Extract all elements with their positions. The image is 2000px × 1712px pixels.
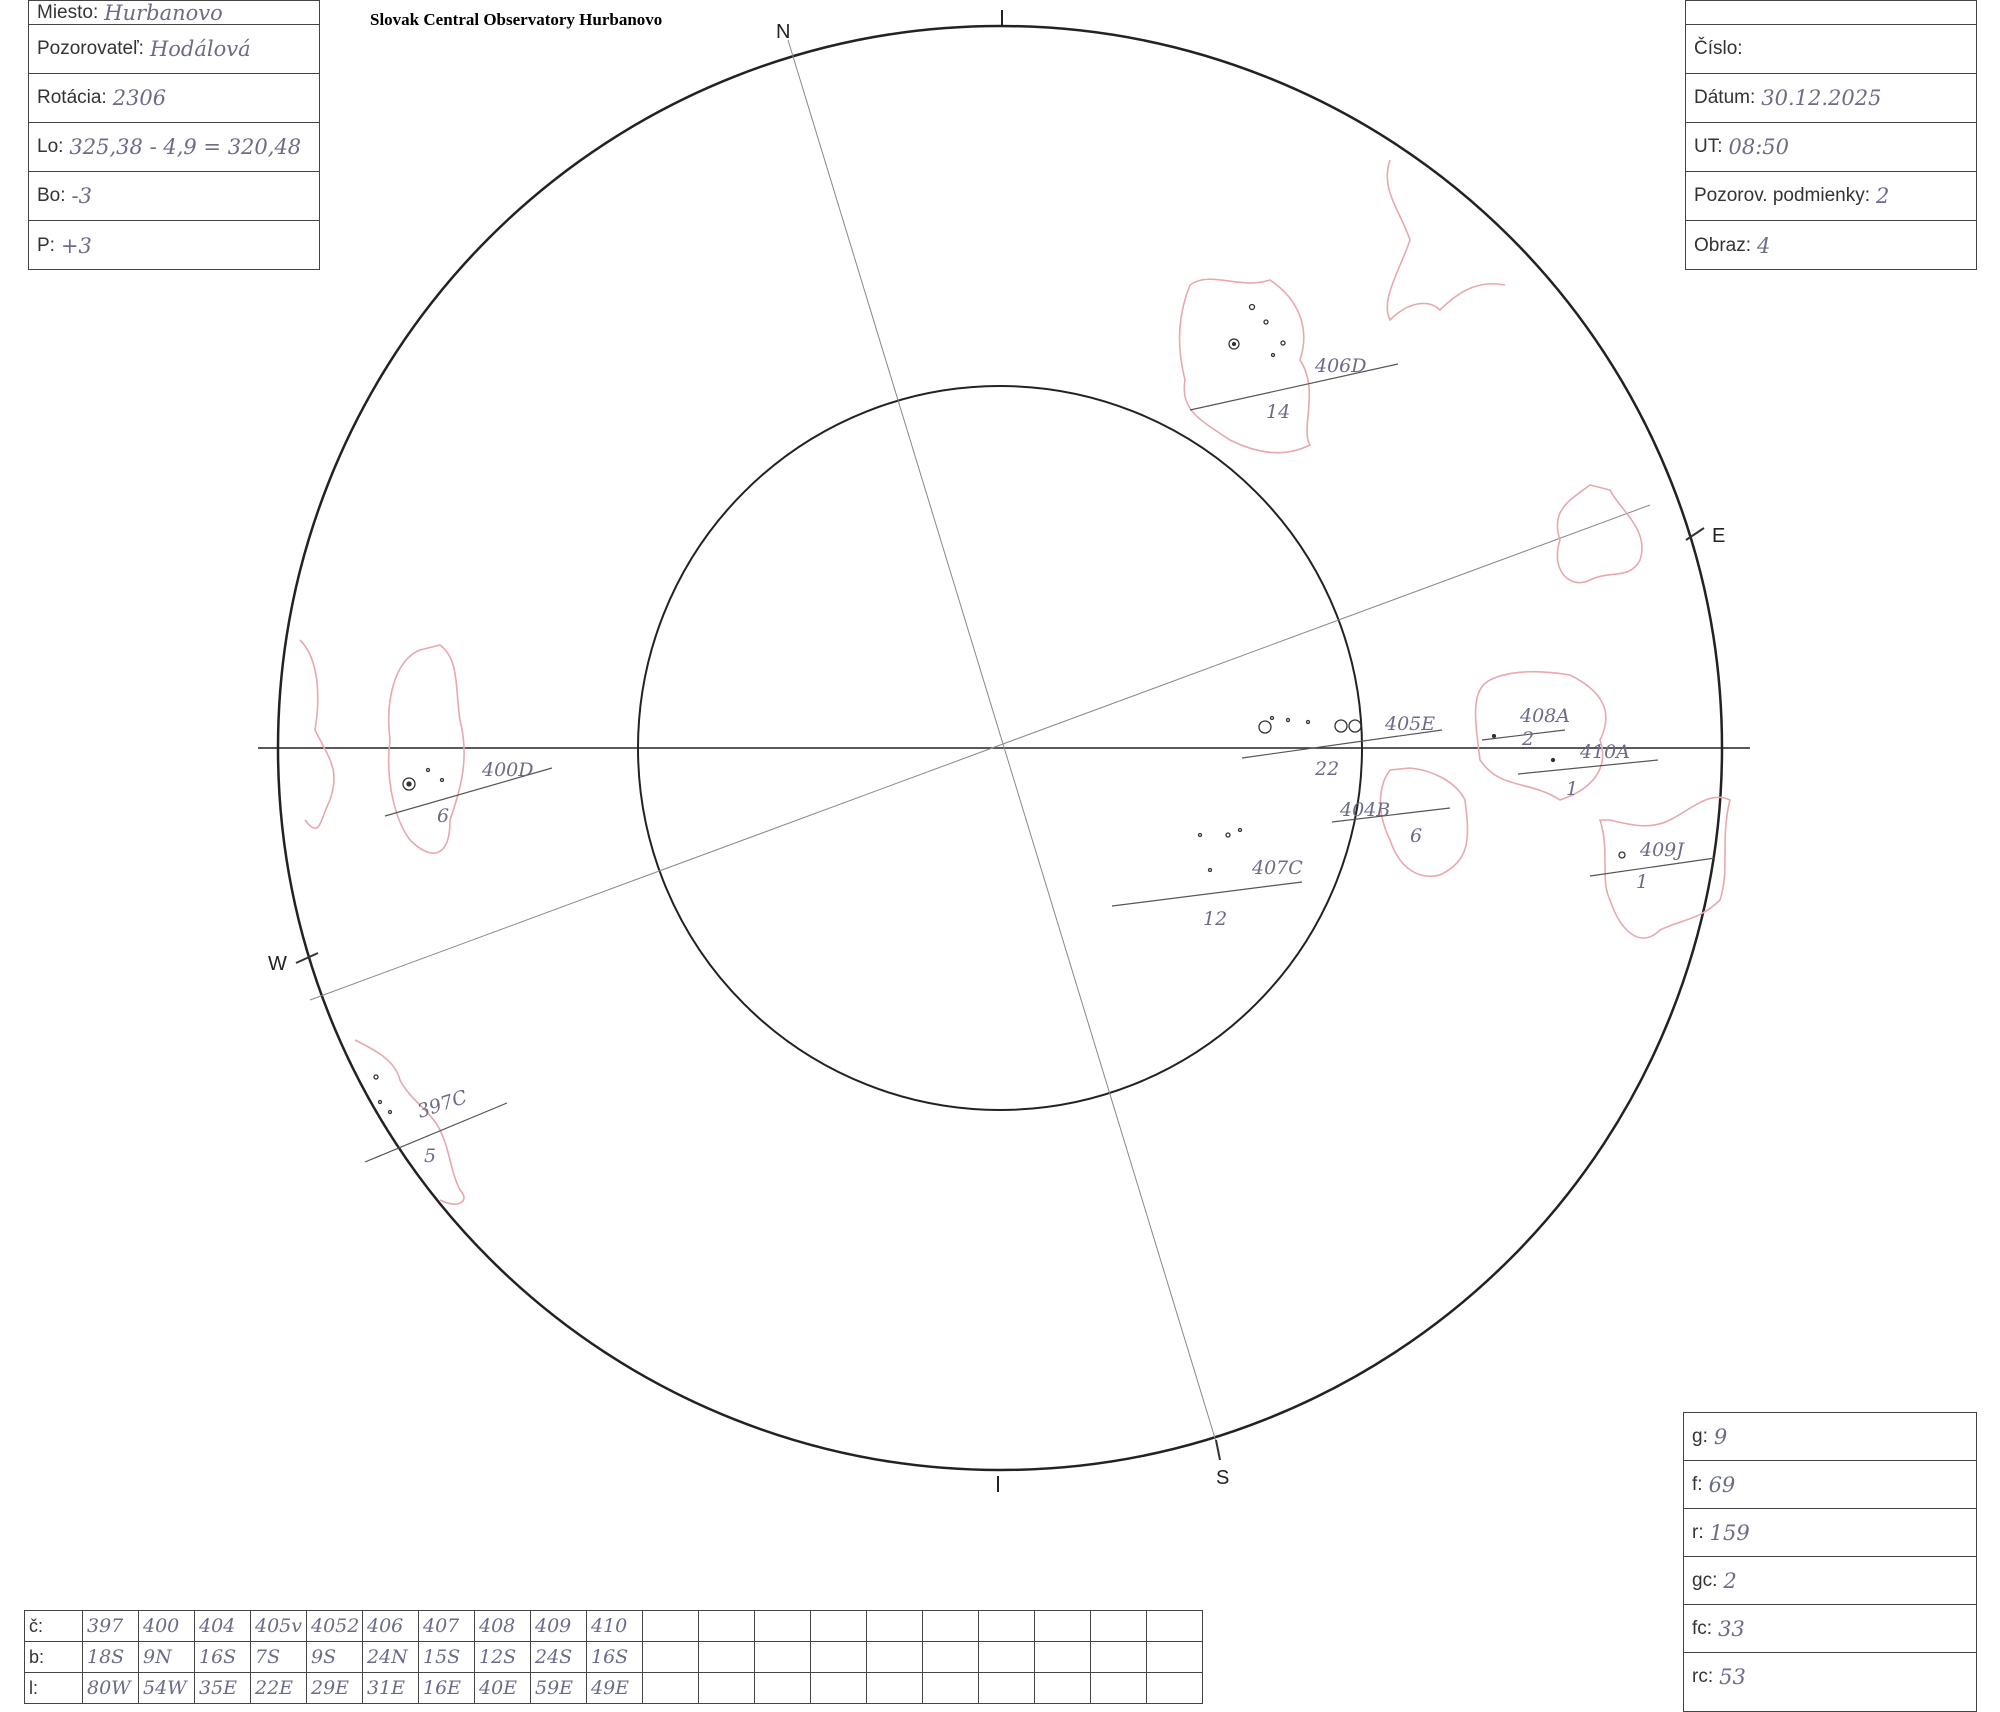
table-cell: 16S xyxy=(587,1642,643,1673)
table-cell-empty xyxy=(1035,1642,1091,1673)
field-number: Číslo: xyxy=(1686,25,1976,74)
group-406d-count: 14 xyxy=(1266,401,1291,423)
field-image: Obraz: 4 xyxy=(1694,233,1771,258)
table-cell-empty xyxy=(811,1642,867,1673)
equator-line xyxy=(310,505,1650,1000)
spot-406d-1-core xyxy=(1233,343,1236,346)
table-cell: 9S xyxy=(307,1642,363,1673)
row-label: l: xyxy=(25,1673,83,1704)
spot-405e-3 xyxy=(1349,720,1361,732)
field-bo: Bo: -3 xyxy=(29,172,319,221)
table-cell-empty xyxy=(923,1673,979,1704)
group-404b-count: 6 xyxy=(1410,825,1423,847)
table-cell: 31E xyxy=(363,1673,419,1704)
spot-405e-1 xyxy=(1259,721,1271,733)
spot-400d-1-core xyxy=(407,782,411,786)
facula-east-limb xyxy=(1557,485,1642,583)
spot-397c-3 xyxy=(389,1111,392,1114)
south-label: S xyxy=(1216,1467,1230,1489)
group-409j-count: 1 xyxy=(1636,871,1649,893)
table-cell: 59E xyxy=(531,1673,587,1704)
table-cell: 407 xyxy=(419,1611,475,1642)
table-cell-empty xyxy=(1091,1642,1147,1673)
table-cell-empty xyxy=(867,1642,923,1673)
row-label: č: xyxy=(25,1611,83,1642)
group-409j-id: 409J xyxy=(1640,839,1684,861)
table-cell: 405v xyxy=(251,1611,307,1642)
table-cell-empty xyxy=(923,1642,979,1673)
facula-409j xyxy=(1600,797,1730,938)
page-title: Slovak Central Observatory Hurbanovo xyxy=(370,10,663,29)
table-cell: 12S xyxy=(475,1642,531,1673)
sunspot-marks xyxy=(374,305,1625,1114)
underline-406d xyxy=(1190,364,1398,410)
table-cell: 4052 xyxy=(307,1611,363,1642)
summary-fc: fc: 33 xyxy=(1684,1605,1976,1653)
underline-407c xyxy=(1112,882,1302,906)
spot-408a xyxy=(1493,735,1496,738)
summary-box xyxy=(1683,1412,1977,1712)
table-row-latitudes xyxy=(25,1642,1203,1673)
table-cell: 404 xyxy=(195,1611,251,1642)
group-data-table xyxy=(24,1610,1203,1704)
table-cell: 7S xyxy=(251,1642,307,1673)
table-cell: 24S xyxy=(531,1642,587,1673)
facular-regions xyxy=(300,160,1730,1204)
spot-406d-4 xyxy=(1281,341,1285,345)
summary-f: f: 69 xyxy=(1684,1461,1976,1509)
table-cell-empty xyxy=(867,1611,923,1642)
field-ut: UT: 08:50 xyxy=(1686,123,1976,172)
field-conditions: Pozorov. podmienky: 2 xyxy=(1686,172,1976,221)
table-cell-empty xyxy=(643,1642,699,1673)
summary-r: r: 159 xyxy=(1684,1509,1976,1557)
spot-407c-2 xyxy=(1226,833,1230,837)
spot-405e-4 xyxy=(1271,717,1274,720)
table-cell: 24N xyxy=(363,1642,419,1673)
table-row-numbers xyxy=(25,1611,1203,1642)
table-cell: 18S xyxy=(83,1642,139,1673)
table-cell-empty xyxy=(1147,1611,1203,1642)
field-p: P: +3 xyxy=(37,233,92,258)
table-cell-empty xyxy=(699,1673,755,1704)
table-cell: 410 xyxy=(587,1611,643,1642)
table-cell: 15S xyxy=(419,1642,475,1673)
facula-404b xyxy=(1381,768,1468,876)
spot-400d-3 xyxy=(441,779,444,782)
table-cell: 22E xyxy=(251,1673,307,1704)
spot-405e-6 xyxy=(1307,721,1310,724)
spot-405e-2 xyxy=(1335,720,1347,732)
group-labels xyxy=(415,355,1686,1167)
table-cell: 40E xyxy=(475,1673,531,1704)
table-cell: 29E xyxy=(307,1673,363,1704)
table-cell-empty xyxy=(923,1611,979,1642)
field-lo: Lo: 325,38 - 4,9 = 320,48 xyxy=(29,123,319,172)
table-cell-empty xyxy=(979,1673,1035,1704)
table-cell-empty xyxy=(867,1673,923,1704)
table-cell: 397 xyxy=(83,1611,139,1642)
table-cell: 54W xyxy=(139,1673,195,1704)
group-400d-count: 6 xyxy=(437,805,450,827)
table-cell-empty xyxy=(1035,1673,1091,1704)
table-cell-empty xyxy=(979,1642,1035,1673)
table-cell-empty xyxy=(1091,1611,1147,1642)
group-397c-count: 5 xyxy=(424,1145,437,1167)
spot-406d-3 xyxy=(1264,320,1268,324)
group-407c-count: 12 xyxy=(1203,908,1228,930)
field-place: Miesto: Hurbanovo xyxy=(29,1,319,25)
facula-397c xyxy=(355,1040,464,1204)
table-cell-empty xyxy=(1147,1673,1203,1704)
table-cell: 80W xyxy=(83,1673,139,1704)
table-cell-empty xyxy=(755,1642,811,1673)
table-cell-empty xyxy=(811,1611,867,1642)
spot-407c-4 xyxy=(1209,869,1212,872)
table-cell: 49E xyxy=(587,1673,643,1704)
table-cell: 16S xyxy=(195,1642,251,1673)
table-cell: 406 xyxy=(363,1611,419,1642)
spot-406d-2 xyxy=(1250,305,1255,310)
group-405e-count: 22 xyxy=(1315,758,1340,780)
field-observer: Pozorovateľ: Hodálová xyxy=(29,25,319,74)
table-cell-empty xyxy=(755,1611,811,1642)
table-cell: 9N xyxy=(139,1642,195,1673)
table-cell-empty xyxy=(643,1611,699,1642)
table-cell: 35E xyxy=(195,1673,251,1704)
spot-405e-5 xyxy=(1287,719,1290,722)
group-406d-id: 406D xyxy=(1315,355,1367,377)
spot-406d-5 xyxy=(1272,354,1275,357)
table-cell: 400 xyxy=(139,1611,195,1642)
spot-400d-2 xyxy=(427,769,430,772)
facula-406d xyxy=(1180,279,1310,452)
group-408a-id: 408A xyxy=(1520,705,1570,727)
group-407c-id: 407C xyxy=(1252,857,1303,879)
spot-397c-2 xyxy=(379,1101,382,1104)
row-label: b: xyxy=(25,1642,83,1673)
facula-northeast xyxy=(1387,160,1505,320)
north-label: N xyxy=(776,21,791,43)
west-label: W xyxy=(268,953,287,975)
table-cell-empty xyxy=(699,1611,755,1642)
table-row-longitudes xyxy=(25,1673,1203,1704)
field-date: Dátum: 30.12.2025 xyxy=(1686,74,1976,123)
group-404b-id: 404B xyxy=(1340,799,1391,821)
table-cell-empty xyxy=(979,1611,1035,1642)
table-cell-empty xyxy=(1147,1642,1203,1673)
group-410a-count: 1 xyxy=(1566,778,1579,800)
summary-gc: gc: 2 xyxy=(1684,1557,1976,1605)
table-cell-empty xyxy=(811,1673,867,1704)
table-cell-empty xyxy=(755,1673,811,1704)
summary-g: g: 9 xyxy=(1684,1413,1976,1461)
table-cell: 409 xyxy=(531,1611,587,1642)
spot-409j xyxy=(1619,852,1625,858)
facula-400d xyxy=(389,645,464,853)
south-tick xyxy=(1216,1440,1220,1460)
spot-397c-1 xyxy=(374,1075,378,1079)
spot-410a xyxy=(1552,759,1555,762)
table-cell: 16E xyxy=(419,1673,475,1704)
group-410a-id: 410A xyxy=(1580,741,1630,763)
group-408a-count: 2 xyxy=(1522,728,1535,750)
table-cell-empty xyxy=(643,1673,699,1704)
summary-rc: rc: 53 xyxy=(1692,1665,1746,1689)
spot-407c-3 xyxy=(1239,829,1242,832)
field-rotation: Rotácia: 2306 xyxy=(29,74,319,123)
group-underlines xyxy=(365,364,1715,1162)
spot-407c-1 xyxy=(1199,834,1202,837)
group-400d-id: 400D xyxy=(482,759,534,781)
east-label: E xyxy=(1712,525,1726,547)
table-cell: 408 xyxy=(475,1611,531,1642)
group-405e-id: 405E xyxy=(1385,713,1436,735)
table-cell-empty xyxy=(699,1642,755,1673)
group-397c-id: 397C xyxy=(414,1086,470,1123)
table-cell-empty xyxy=(1035,1611,1091,1642)
facula-west-limb xyxy=(300,640,334,828)
table-cell-empty xyxy=(1091,1673,1147,1704)
